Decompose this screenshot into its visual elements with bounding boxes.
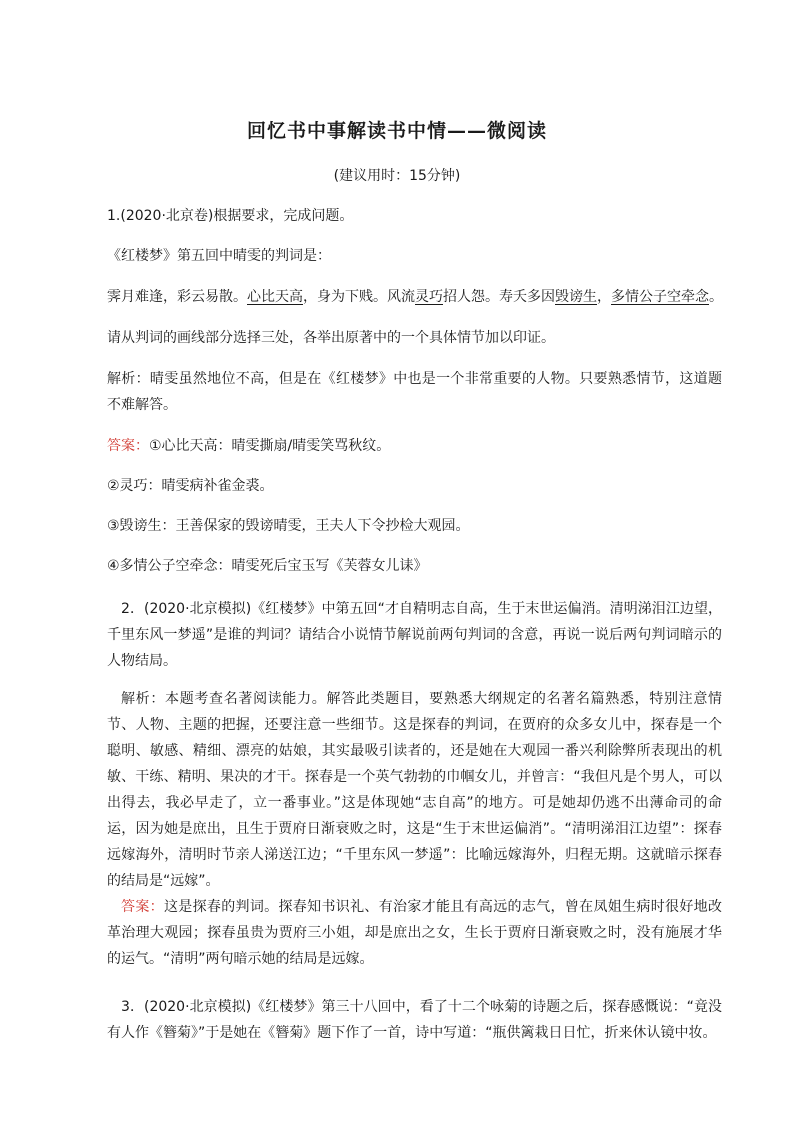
- suggested-time: (建议用时：15分钟): [333, 168, 461, 184]
- underlined-phrase: 毁谤生: [555, 289, 597, 305]
- page-title: 回忆书中事解读书中情——微阅读: [246, 120, 547, 142]
- verse-segment: 招人怨。寿夭多因: [443, 289, 555, 305]
- question-1: 1.(2020·北京卷)根据要求，完成问题。: [107, 208, 354, 224]
- verse-segment: ，: [597, 289, 611, 305]
- question-1-answer-4: ④多情公子空牵念：晴雯死后宝玉写《芙蓉女儿诔》: [107, 558, 428, 574]
- answer-label: 答案：: [121, 899, 164, 915]
- question-1-answer-1: [107, 436, 722, 456]
- underlined-phrase: 灵巧: [415, 289, 443, 305]
- underlined-phrase: 多情公子空牵念: [611, 289, 709, 305]
- question-1-ask: 请从判词的画线部分选择三处，各举出原著中的一个具体情节加以印证。: [107, 330, 555, 346]
- verse-segment: ，身为下贱。风流: [303, 289, 415, 305]
- answer-label: 答案：: [107, 438, 149, 454]
- question-1-intro: 《红楼梦》第五回中晴雯的判词是：: [107, 248, 331, 264]
- answer-text: 这是探春的判词。探春知书识礼、有治家才能且有高远的志气，曾在凤姐生病时很好地改革治理大观园；探春虽贵为贾府三小姐，却是庶出之女，生长于贾府日渐衰败之时，没有施展才华的运气。“清明”两句暗示她的结局是远嫁。: [107, 899, 722, 967]
- question-3: 3．(2020·北京模拟)《红楼梦》第三十八回中，看了十二个咏菊的诗题之后，探春感慨说：“竟没有人作《簪菊》”于是她在《簪菊》题下作了一首，诗中写道：“瓶供篱栽日日忙，折来休认镜中妆。: [107, 999, 722, 1041]
- question-2-answer: [107, 894, 722, 972]
- verdict-verse: [107, 287, 722, 307]
- underlined-phrase: 心比天高: [247, 289, 303, 305]
- question-1-analysis: 解析：晴雯虽然地位不高，但是在《红楼梦》中也是一个非常重要的人物。只要熟悉情节，这道题不难解答。: [107, 371, 722, 413]
- question-1-answer-2: ②灵巧：晴雯病补雀金裘。: [107, 478, 274, 494]
- verse-segment: 。: [709, 289, 723, 305]
- verse-segment: 霁月难逢，彩云易散。: [107, 289, 247, 305]
- answer-text: ①心比天高：晴雯撕扇/晴雯笑骂秋纹。: [149, 438, 391, 454]
- question-1-answer-3: ③毁谤生：王善保家的毁谤晴雯，王夫人下令抄检大观园。: [107, 518, 470, 534]
- question-2-analysis: 解析：本题考查名著阅读能力。解答此类题目，要熟悉大纲规定的名著名篇熟悉，特别注意情节、人物、主题的把握，还要注意一些细节。这是探春的判词，在贾府的众多女儿中，探春是一个聪明、敏感、精细、漂亮的姑娘，其实最吸引读者的，还是她在大观园一番兴利除弊所表现出的机敏、干练、精明、果决的才干。探春是一个英气勃勃的巾帼女儿，并曾言：“我但凡是个男人，可以出得去，我必早走了，立一番事业。”这是体现她“志自高”的地方。可是她却仍逃不出薄命司的命运，因为她是庶出，且生于贾府日渐衰败之时，这是“生于末世运偏消”。“清明涕泪江边望”：探春远嫁海外，清明时节亲人涕送江边；“千里东风一梦遥”：比喻远嫁海外，归程无期。这就暗示探春的结局是“远嫁”。: [107, 691, 722, 889]
- question-2: 2．(2020·北京模拟)《红楼梦》中第五回“才自精明志自高，生于末世运偏消。清明涕泪江边望，千里东风一梦遥”是谁的判词？请结合小说情节解说前两句判词的含意，再说一说后两句判词暗示的人物结局。: [107, 601, 722, 669]
